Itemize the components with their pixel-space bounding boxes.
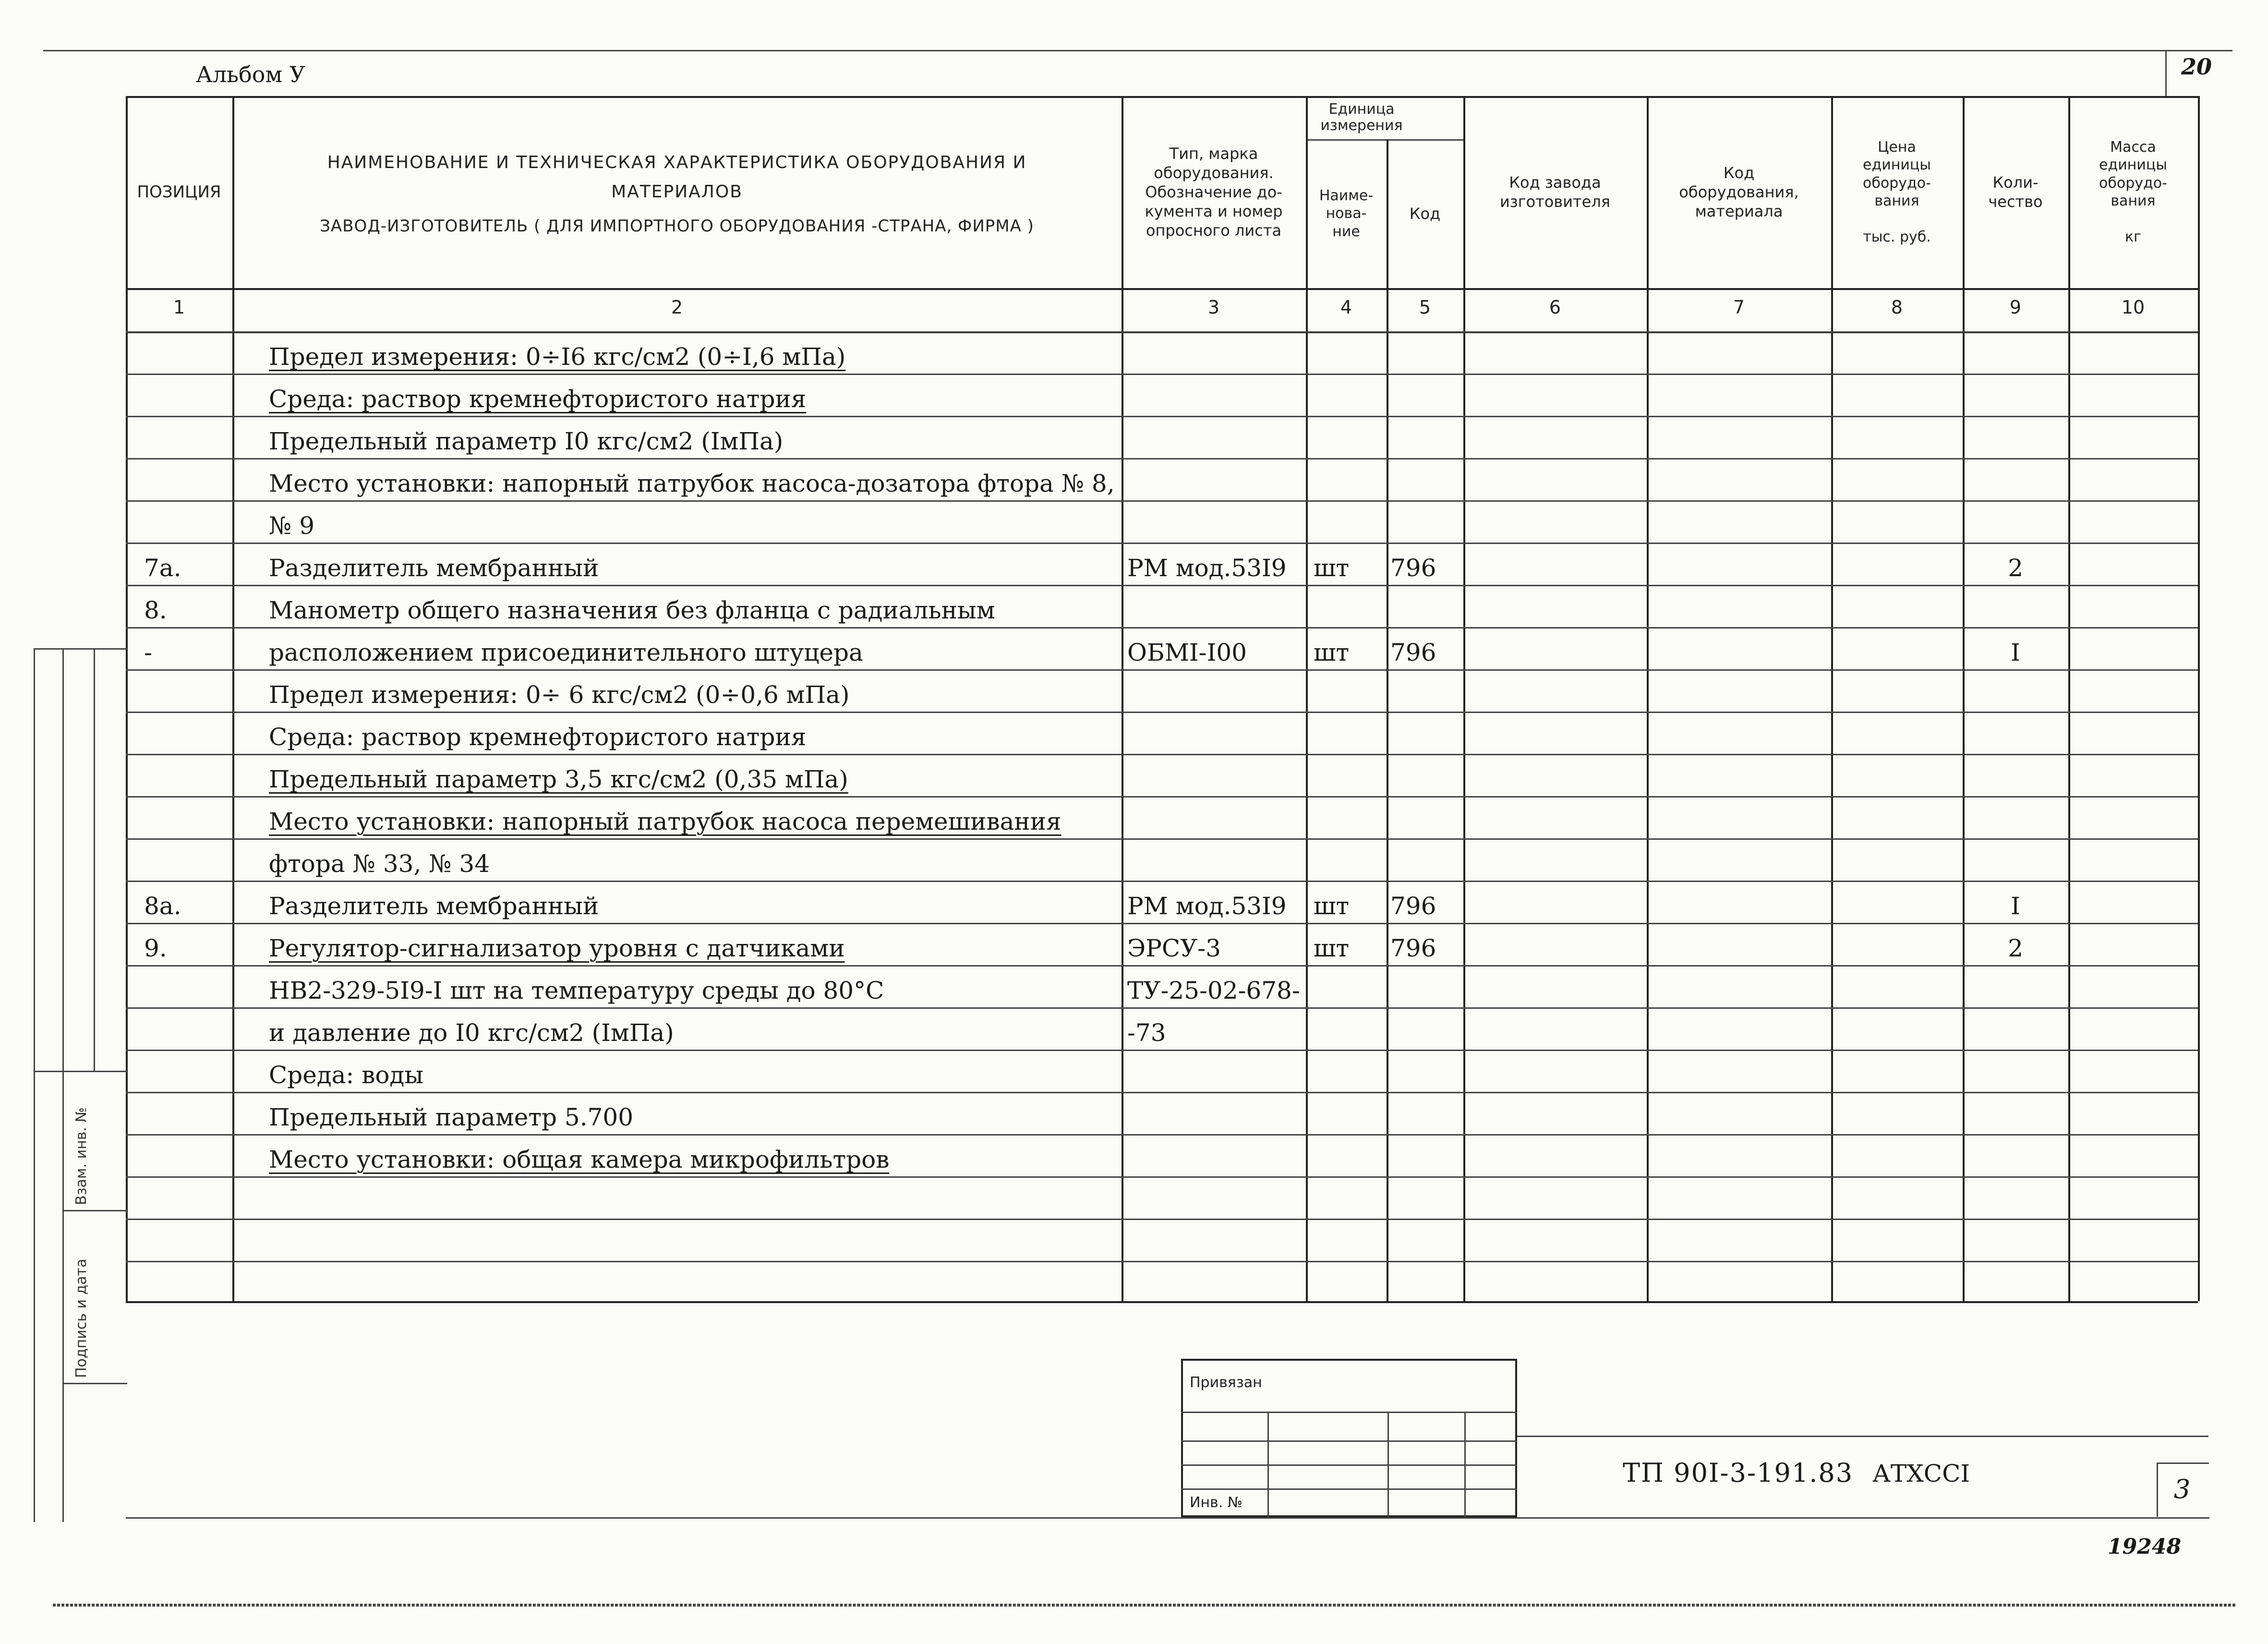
row-unit-name: шт: [1314, 639, 1350, 666]
col-unit-group-header: Единица измерения: [1320, 100, 1403, 134]
row-position: 8а.: [144, 892, 181, 920]
row-unit-code: [1390, 796, 1462, 838]
row-position: -: [144, 639, 152, 666]
row-unit-code: 796: [1390, 892, 1436, 920]
column-number-6: 6: [1549, 297, 1561, 318]
column-number-5: 5: [1419, 297, 1431, 318]
row-type: [1127, 1219, 1305, 1261]
row-quantity: [1963, 712, 2068, 754]
row-quantity: [1963, 754, 2068, 796]
row-unit-name: [1314, 1134, 1386, 1176]
top-rule: [43, 50, 2232, 51]
margin-line-5: [62, 1383, 127, 1384]
row-type: [1127, 331, 1305, 374]
row-unit-code: [1390, 1007, 1462, 1050]
row-type: РМ мод.53I9: [1127, 892, 1287, 920]
row-description: Предельный параметр 3,5 кгс/см2 (0,35 мПа): [269, 765, 848, 793]
col-mass-header: Масса единицы оборудо- вания кг: [2099, 138, 2167, 245]
row-unit-code: [1390, 500, 1462, 543]
row-unit-code: [1390, 965, 1462, 1007]
column-number-7: 7: [1733, 297, 1745, 318]
row-type: [1127, 416, 1305, 458]
row-unit-name: [1314, 669, 1386, 712]
row-quantity: [1963, 331, 2068, 374]
row-type: [1127, 796, 1305, 838]
row-position: [144, 754, 230, 796]
row-description: [269, 1261, 1119, 1303]
row-position: [144, 458, 230, 500]
row-position: 9.: [144, 934, 167, 962]
row-position: [144, 1050, 230, 1092]
row-unit-name: [1314, 754, 1386, 796]
row-type: [1127, 1176, 1305, 1219]
row-type: -73: [1127, 1019, 1166, 1047]
row-unit-code: 796: [1390, 934, 1436, 962]
title-block-row-2: [1181, 1440, 1517, 1442]
page-number: 3: [2173, 1474, 2191, 1504]
row-unit-code: 796: [1390, 639, 1436, 666]
row-description: № 9: [269, 512, 315, 540]
row-unit-name: [1314, 374, 1386, 416]
col-unit-code-header: Код: [1409, 205, 1441, 223]
row-unit-name: [1314, 1261, 1386, 1303]
row-quantity: [1963, 374, 2068, 416]
row-unit-name: [1314, 838, 1386, 881]
col-type-header: Тип, марка оборудования. Обозначение до- кумента и номер опросного листа: [1145, 145, 1283, 240]
margin-line-3: [94, 648, 95, 1071]
row-quantity: 2: [2008, 554, 2023, 582]
row-type: ТУ-25-02-678-: [1127, 977, 1300, 1004]
row-description: Разделитель мембранный: [269, 554, 599, 582]
title-block-col-3: [1464, 1412, 1466, 1517]
row-unit-code: [1390, 712, 1462, 754]
row-type: [1127, 754, 1305, 796]
row-quantity: [1963, 458, 2068, 500]
row-quantity: [1963, 585, 2068, 627]
margin-mid-line: [34, 1071, 127, 1072]
row-quantity: [1963, 1050, 2068, 1092]
inv-label: Инв. №: [1190, 1494, 1243, 1511]
margin-sign-date-label: Подпись и дата: [73, 1258, 90, 1378]
margin-inv-label: Взам. инв. №: [73, 1107, 90, 1205]
row-unit-name: [1314, 1092, 1386, 1134]
row-quantity: [1963, 1219, 2068, 1261]
row-description: Предельный параметр 5.700: [269, 1103, 634, 1131]
sheet-box-left: [2165, 50, 2167, 96]
row-description: Среда: воды: [269, 1061, 424, 1089]
row-unit-name: [1314, 1219, 1386, 1261]
row-type: [1127, 585, 1305, 627]
row-quantity: [1963, 796, 2068, 838]
margin-line-2: [62, 648, 64, 1522]
row-description: НВ2-329-5I9-I шт на температуру среды до 80°С: [269, 977, 884, 1004]
row-unit-name: [1314, 1176, 1386, 1219]
row-unit-name: [1314, 1050, 1386, 1092]
row-unit-name: [1314, 712, 1386, 754]
column-number-3: 3: [1207, 297, 1220, 318]
row-quantity: [1963, 1007, 2068, 1050]
column-number-10: 10: [2121, 297, 2145, 318]
row-type: ЭРСУ-3: [1127, 934, 1221, 962]
table-header-border: [126, 288, 2198, 290]
doc-suffix: АТХССI: [1872, 1460, 1970, 1487]
row-position: [144, 374, 230, 416]
doc-code-top-line: [1517, 1436, 2208, 1437]
row-position: [144, 500, 230, 543]
row-position: 8.: [144, 596, 167, 624]
row-unit-name: [1314, 416, 1386, 458]
row-unit-code: [1390, 331, 1462, 374]
row-position: [144, 1176, 230, 1219]
row-position: [144, 1134, 230, 1176]
row-description: расположением присоединительного штуцера: [269, 639, 863, 666]
row-type: [1127, 712, 1305, 754]
row-unit-name: [1314, 965, 1386, 1007]
row-type: [1127, 500, 1305, 543]
bottom-frame-line: [126, 1517, 2209, 1519]
row-unit-code: [1390, 374, 1462, 416]
row-unit-code: [1390, 1176, 1462, 1219]
margin-top-line: [34, 648, 127, 650]
row-position: [144, 1007, 230, 1050]
row-quantity: [1963, 1092, 2068, 1134]
row-quantity: 2: [2008, 934, 2023, 962]
row-description: Место установки: общая камера микрофильтров: [269, 1146, 890, 1173]
row-unit-code: 796: [1390, 554, 1436, 582]
row-description: [269, 1219, 1119, 1261]
row-unit-name: [1314, 500, 1386, 543]
row-unit-name: [1314, 331, 1386, 374]
row-position: [144, 838, 230, 881]
row-unit-code: [1390, 1219, 1462, 1261]
sheet-number: 20: [2181, 54, 2212, 80]
title-block-row-4: [1181, 1488, 1517, 1490]
row-position: [144, 1092, 230, 1134]
row-position: [144, 331, 230, 374]
row-type: ОБМI-I00: [1127, 639, 1247, 666]
row-unit-name: шт: [1314, 892, 1350, 920]
row-description: Предел измерения: 0÷ 6 кгс/см2 (0÷0,6 мПа): [269, 681, 850, 709]
col-position-header: ПОЗИЦИЯ: [137, 182, 221, 202]
row-unit-code: [1390, 585, 1462, 627]
col-quantity-header: Коли- чество: [1988, 173, 2043, 211]
row-unit-name: шт: [1314, 554, 1350, 582]
title-block-col-1: [1267, 1412, 1269, 1517]
row-type: [1127, 458, 1305, 500]
row-position: [144, 1261, 230, 1303]
row-quantity: [1963, 416, 2068, 458]
margin-line-4: [62, 1210, 127, 1211]
row-position: [144, 712, 230, 754]
row-position: [144, 965, 230, 1007]
row-quantity: [1963, 1261, 2068, 1303]
title-block-row-3: [1181, 1464, 1517, 1466]
row-quantity: [1963, 1176, 2068, 1219]
col-name-header: [232, 96, 1122, 288]
archive-number: 19248: [2108, 1535, 2182, 1559]
row-description: Среда: раствор кремнефтористого натрия: [269, 385, 807, 413]
row-position: [144, 796, 230, 838]
col-equipment-code-header: Код оборудования, материала: [1679, 164, 1799, 220]
col-name-subtitle: ЗАВОД-ИЗГОТОВИТЕЛЬ ( ДЛЯ ИМПОРТНОГО ОБОРУДОВАНИЯ -СТРАНА, ФИРМА ): [320, 216, 1034, 236]
col-name-title: НАИМЕНОВАНИЕ И ТЕХНИЧЕСКАЯ ХАРАКТЕРИСТИКА ОБОРУДОВАНИЯ И МАТЕРИАЛОВ: [327, 152, 1027, 202]
row-description: фтора № 33, № 34: [269, 850, 490, 878]
row-quantity: I: [2011, 892, 2020, 920]
row-position: [144, 416, 230, 458]
column-number-8: 8: [1891, 297, 1903, 318]
row-position: [144, 669, 230, 712]
row-type: РМ мод.53I9: [1127, 554, 1287, 582]
row-unit-name: [1314, 585, 1386, 627]
row-type: [1127, 1261, 1305, 1303]
row-unit-code: [1390, 1134, 1462, 1176]
col-plant-code-header: Код завода изготовителя: [1499, 173, 1611, 211]
row-unit-code: [1390, 458, 1462, 500]
row-type: [1127, 838, 1305, 881]
row-quantity: I: [2011, 639, 2020, 666]
row-description: [269, 1176, 1119, 1219]
row-description: и давление до I0 кгс/см2 (IмПа): [269, 1019, 674, 1047]
row-description: Место установки: напорный патрубок насоса-дозатора фтора № 8,: [269, 470, 1115, 497]
row-unit-code: [1390, 1261, 1462, 1303]
album-title: Альбом У: [196, 61, 306, 87]
row-unit-code: [1390, 416, 1462, 458]
title-block-col-2: [1387, 1412, 1389, 1517]
bottom-rule: [53, 1604, 2235, 1607]
row-unit-code: [1390, 838, 1462, 881]
row-quantity: [1963, 669, 2068, 712]
row-position: [144, 1219, 230, 1261]
row-description: Регулятор-сигнализатор уровня с датчиками: [269, 934, 845, 962]
row-quantity: [1963, 965, 2068, 1007]
col-price-header: Цена единицы оборудо- вания тыс. руб.: [1863, 138, 1931, 245]
row-unit-code: [1390, 1092, 1462, 1134]
margin-line-1: [34, 648, 35, 1522]
row-type: [1127, 374, 1305, 416]
row-type: [1127, 669, 1305, 712]
row-quantity: [1963, 838, 2068, 881]
doc-code: ТП 90I-3-191.83: [1623, 1458, 1854, 1488]
row-unit-code: [1390, 754, 1462, 796]
row-description: Предельный параметр I0 кгс/см2 (IмПа): [269, 427, 784, 455]
row-quantity: [1963, 1134, 2068, 1176]
row-description: Манометр общего назначения без фланца с радиальным: [269, 596, 995, 624]
row-type: [1127, 1134, 1305, 1176]
row-type: [1127, 1092, 1305, 1134]
title-block-row-1: [1181, 1412, 1517, 1413]
bound-label: Привязан: [1190, 1374, 1262, 1391]
column-number-4: 4: [1340, 297, 1352, 318]
col-unit-name-header: Наиме- нова- ние: [1319, 187, 1374, 240]
row-description: Среда: раствор кремнефтористого натрия: [269, 723, 807, 751]
row-unit-code: [1390, 1050, 1462, 1092]
column-number-9: 9: [2009, 297, 2022, 318]
row-quantity: [1963, 500, 2068, 543]
row-type: [1127, 1050, 1305, 1092]
row-position: 7а.: [144, 554, 181, 582]
row-unit-name: шт: [1314, 934, 1350, 962]
column-number-2: 2: [671, 297, 683, 318]
row-unit-name: [1314, 458, 1386, 500]
row-unit-code: [1390, 669, 1462, 712]
row-unit-name: [1314, 1007, 1386, 1050]
column-number-1: 1: [173, 297, 185, 318]
row-description: Разделитель мембранный: [269, 892, 599, 920]
table-col-line-10: [2198, 96, 2200, 1301]
row-description: Место установки: напорный патрубок насоса перемешивания: [269, 808, 1062, 835]
row-unit-name: [1314, 796, 1386, 838]
row-description: Предел измерения: 0÷I6 кгс/см2 (0÷I,6 мПа): [269, 343, 846, 371]
